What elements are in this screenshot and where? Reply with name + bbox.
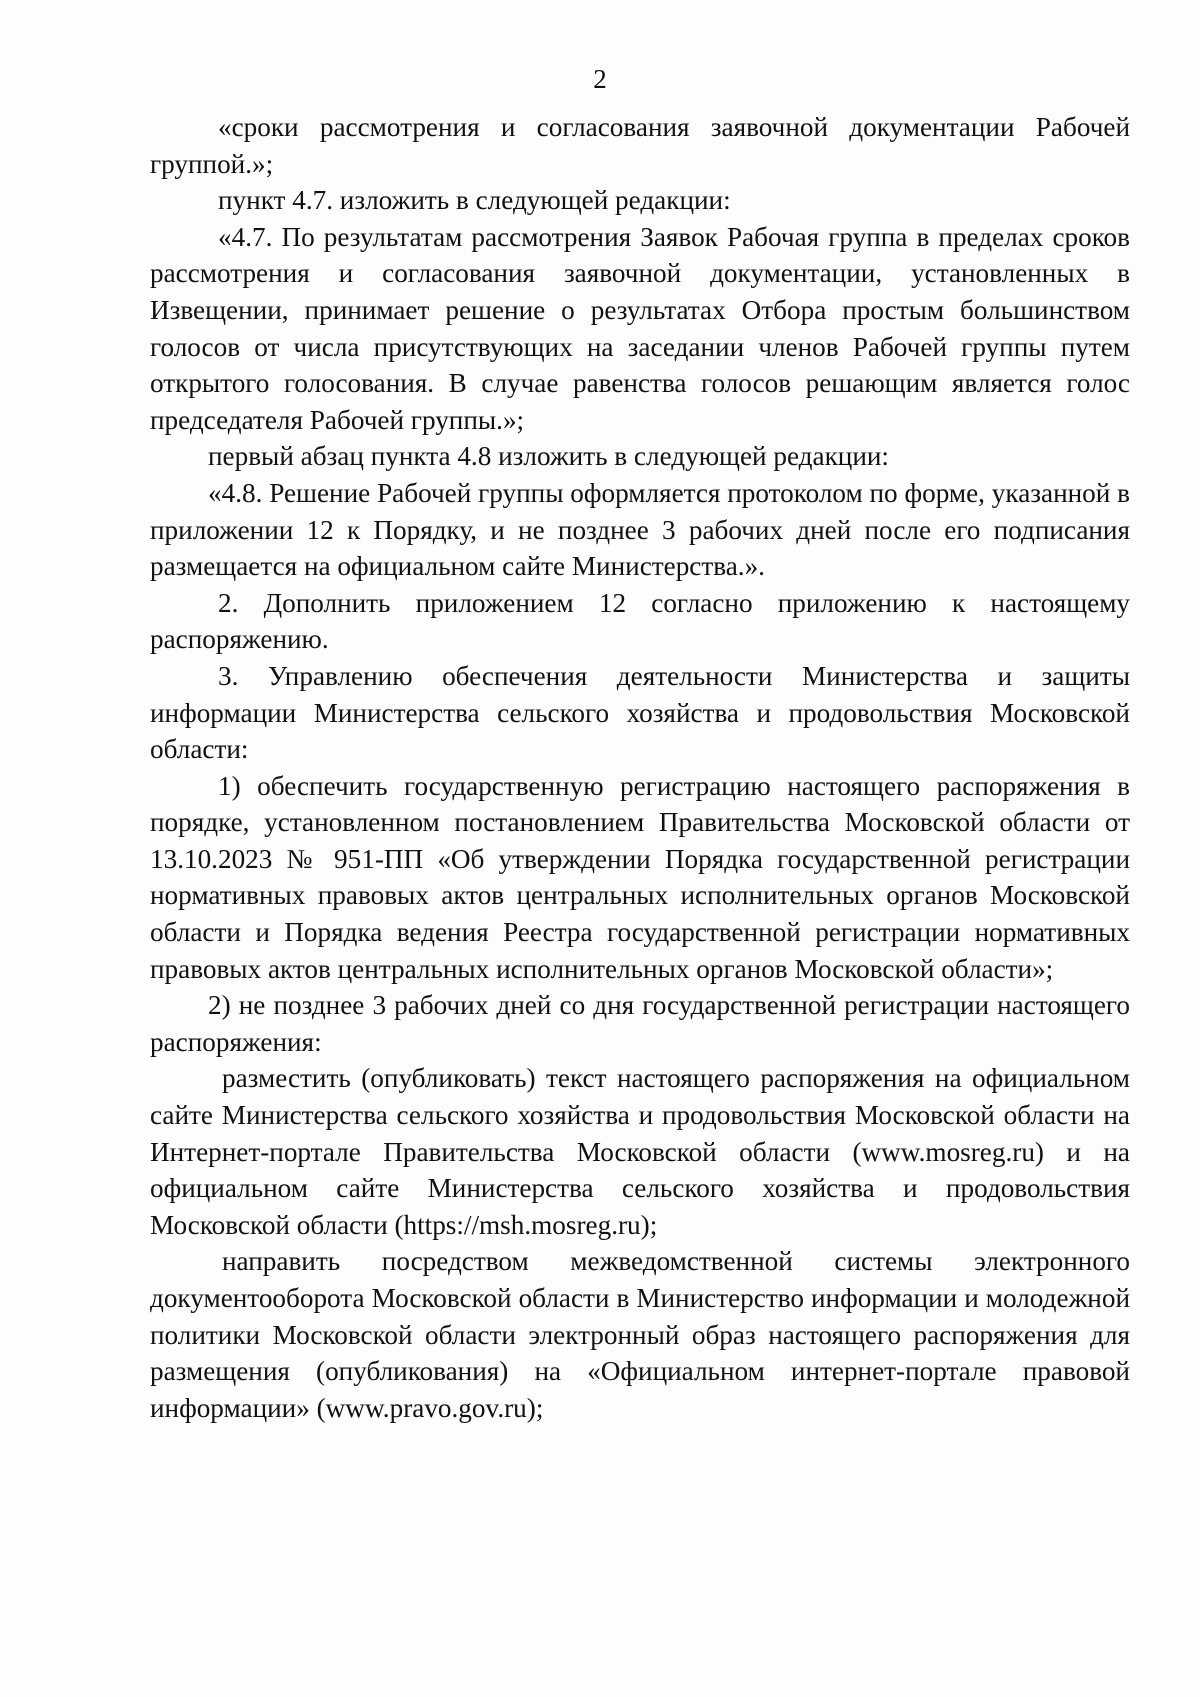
- paragraph-clause-3: 3. Управлению обеспечения деятельности Министерства и защиты информации Министерства сельского хозяйства и продовольствия Московской области:: [150, 660, 1130, 765]
- paragraph-amendment-deadlines: «сроки рассмотрения и согласования заявочной документации Рабочей группой.»;: [150, 112, 1130, 179]
- paragraph-send: направить посредством межведомственной системы электронного документооборота Московской области в Министерство информации и молодежной политики Московской области электронный образ настоящего распоряжения для размещения (опубликования) на «Официальном интернет-портале правовой информации» (www.pravo.gov.ru);: [150, 1246, 1130, 1423]
- paragraph-clause-2: 2. Дополнить приложением 12 согласно приложению к настоящему распоряжению.: [150, 587, 1130, 655]
- paragraph-clause-3-1: 1) обеспечить государственную регистрацию настоящего распоряжения в порядке, установленном постановлением Правительства Московской области от 13.10.2023 № 951-ПП «Об утверждении Порядка государственной регистрации нормативных правовых актов центральных исполнительных органов Московской области и Порядка ведения Реестра государственной регистрации нормативных правовых актов центральных исполнительных органов Московской области»;: [150, 770, 1130, 984]
- paragraph-item-4-8-text: «4.8. Решение Рабочей группы оформляется протоколом по форме, указанной в приложении 12 к Порядку, и не позднее 3 рабочих дней после его подписания размещается на официальном сайте Министерства.».: [150, 477, 1130, 582]
- page-number: 2: [593, 64, 607, 94]
- paragraph-item-4-7-heading: пункт 4.7. изложить в следующей редакции:: [218, 185, 731, 216]
- paragraph-item-4-7-text: «4.7. По результатам рассмотрения Заявок Рабочая группа в пределах сроков рассмотрения и согласования заявочной документации, установленных в Извещении, принимает решение о результатах Отбора простым большинством голосов от числа присутствующих на заседании членов Рабочей группы путем открытого голосования. В случае равенства голосов решающим является голос председателя Рабочей группы.»;: [150, 221, 1130, 435]
- paragraph-clause-3-2: 2) не позднее 3 рабочих дней со дня государственной регистрации настоящего распоряжения:: [150, 990, 1130, 1057]
- document-body: [150, 109, 1130, 1426]
- paragraph-publish: разместить (опубликовать) текст настоящего распоряжения на официальном сайте Министерства сельского хозяйства и продовольствия Московской области на Интернет-портале Правительства Московской области (www.mosreg.ru) и на официальном сайте Министерства сельского хозяйства и продовольствия Московской области (https://msh.mosreg.ru);: [150, 1063, 1130, 1240]
- paragraph-item-4-8-heading: первый абзац пункта 4.8 изложить в следующей редакции:: [208, 441, 889, 472]
